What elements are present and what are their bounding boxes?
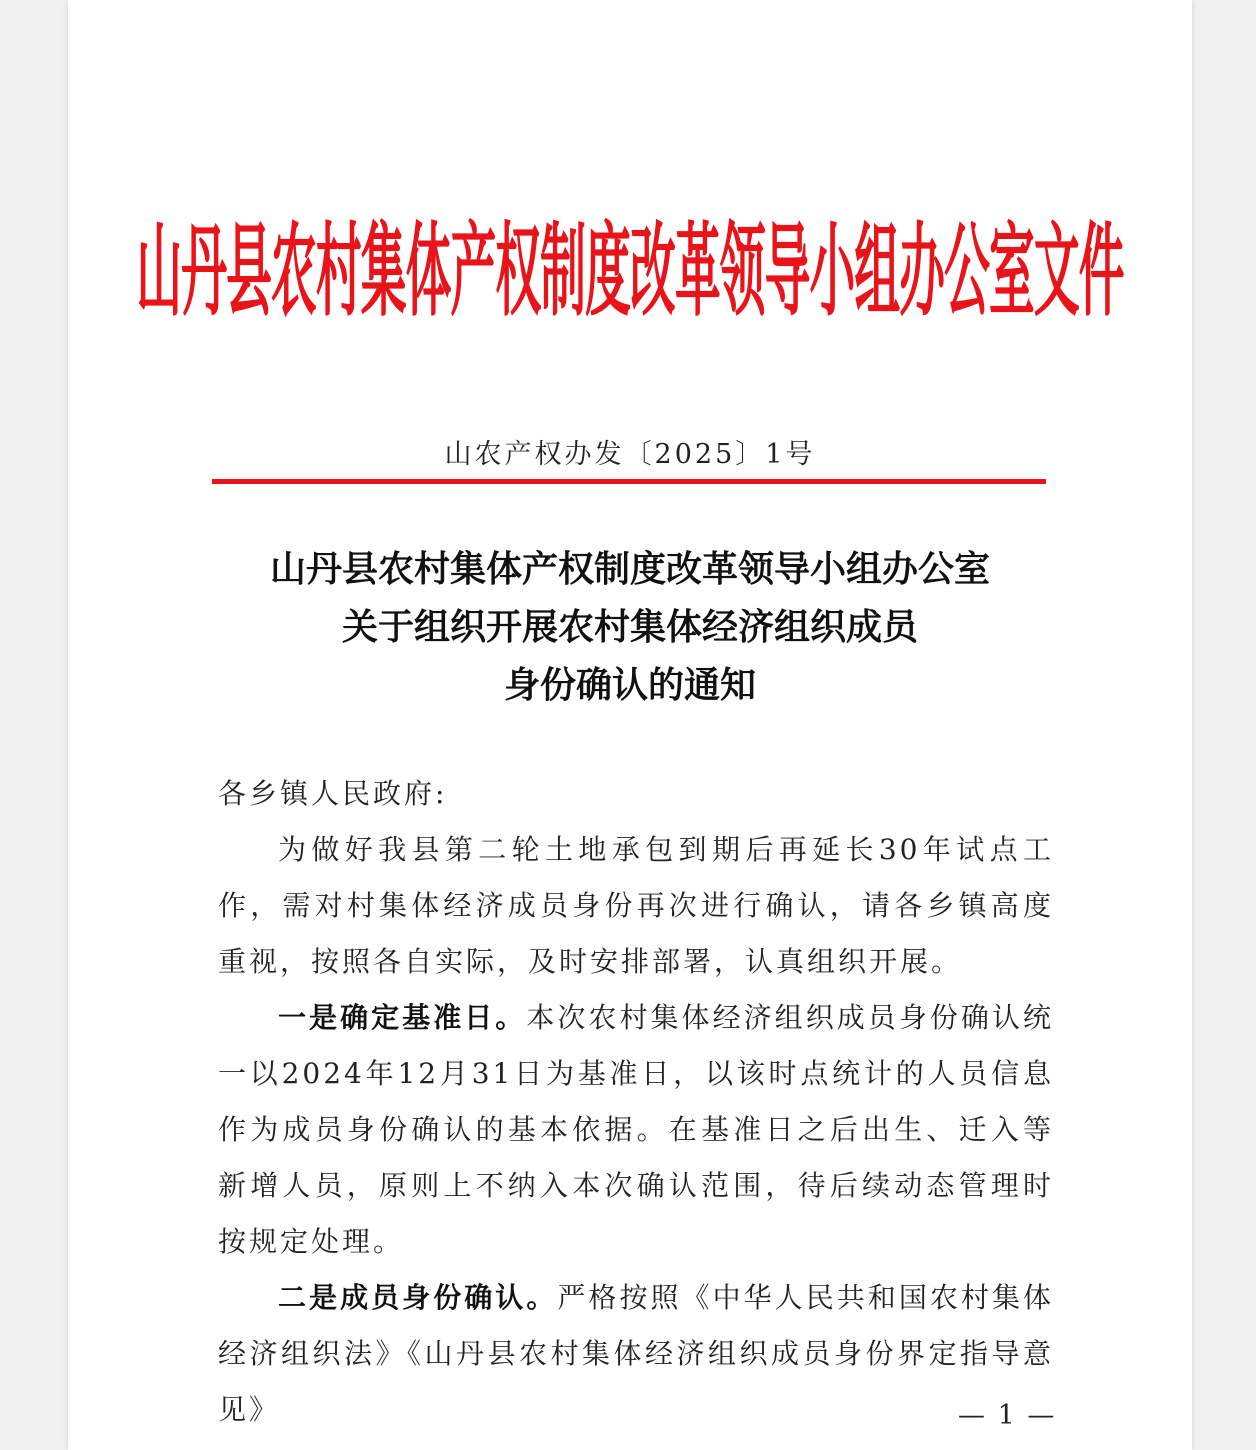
red-divider [212,479,1046,484]
salutation: 各乡镇人民政府: [218,777,448,810]
paragraph-lead: 二是成员身份确认。 [278,1281,558,1314]
title-line: 山丹县农村集体产权制度改革领导小组办公室 [269,548,990,590]
paragraph [218,990,1054,1270]
paragraph [218,1270,1057,1438]
paragraph-text: 本次农村集体经济组织成员身份确认统一以2024年12月31日为基准日，以该时点统计的人员信息作为成员身份确认的基本依据。在基准日之后出生、迁入等新增人员，原则上不纳入本次确认范围，待后续动态管理时按规定处理。 [218,1001,1054,1258]
document-number: 山农产权办发〔2025〕1号 [444,439,816,470]
paragraph-lead: 一是确定基准日。 [278,1001,527,1034]
document-title [68,540,1192,714]
title-line: 身份确认的通知 [503,664,756,706]
paragraph-text: 严格按照《中华人民共和国农村集体经济组织法》《山丹县农村集体经济组织成员身份界定指导意见》 [218,1281,1054,1426]
masthead: 山丹县农村集体产权制度改革领导小组办公室文件 [136,212,1124,332]
paragraph [218,822,1054,990]
title-line: 关于组织开展农村集体经济组织成员 [341,606,918,648]
document-page [68,0,1192,1450]
page-number: — 1 — [958,1400,1057,1431]
paragraph-text: 为做好我县第二轮土地承包到期后再延长30年试点工作，需对村集体经济成员身份再次进行确认，请各乡镇高度重视，按照各自实际，及时安排部署，认真组织开展。 [218,833,1054,978]
document-body [218,766,1057,1438]
